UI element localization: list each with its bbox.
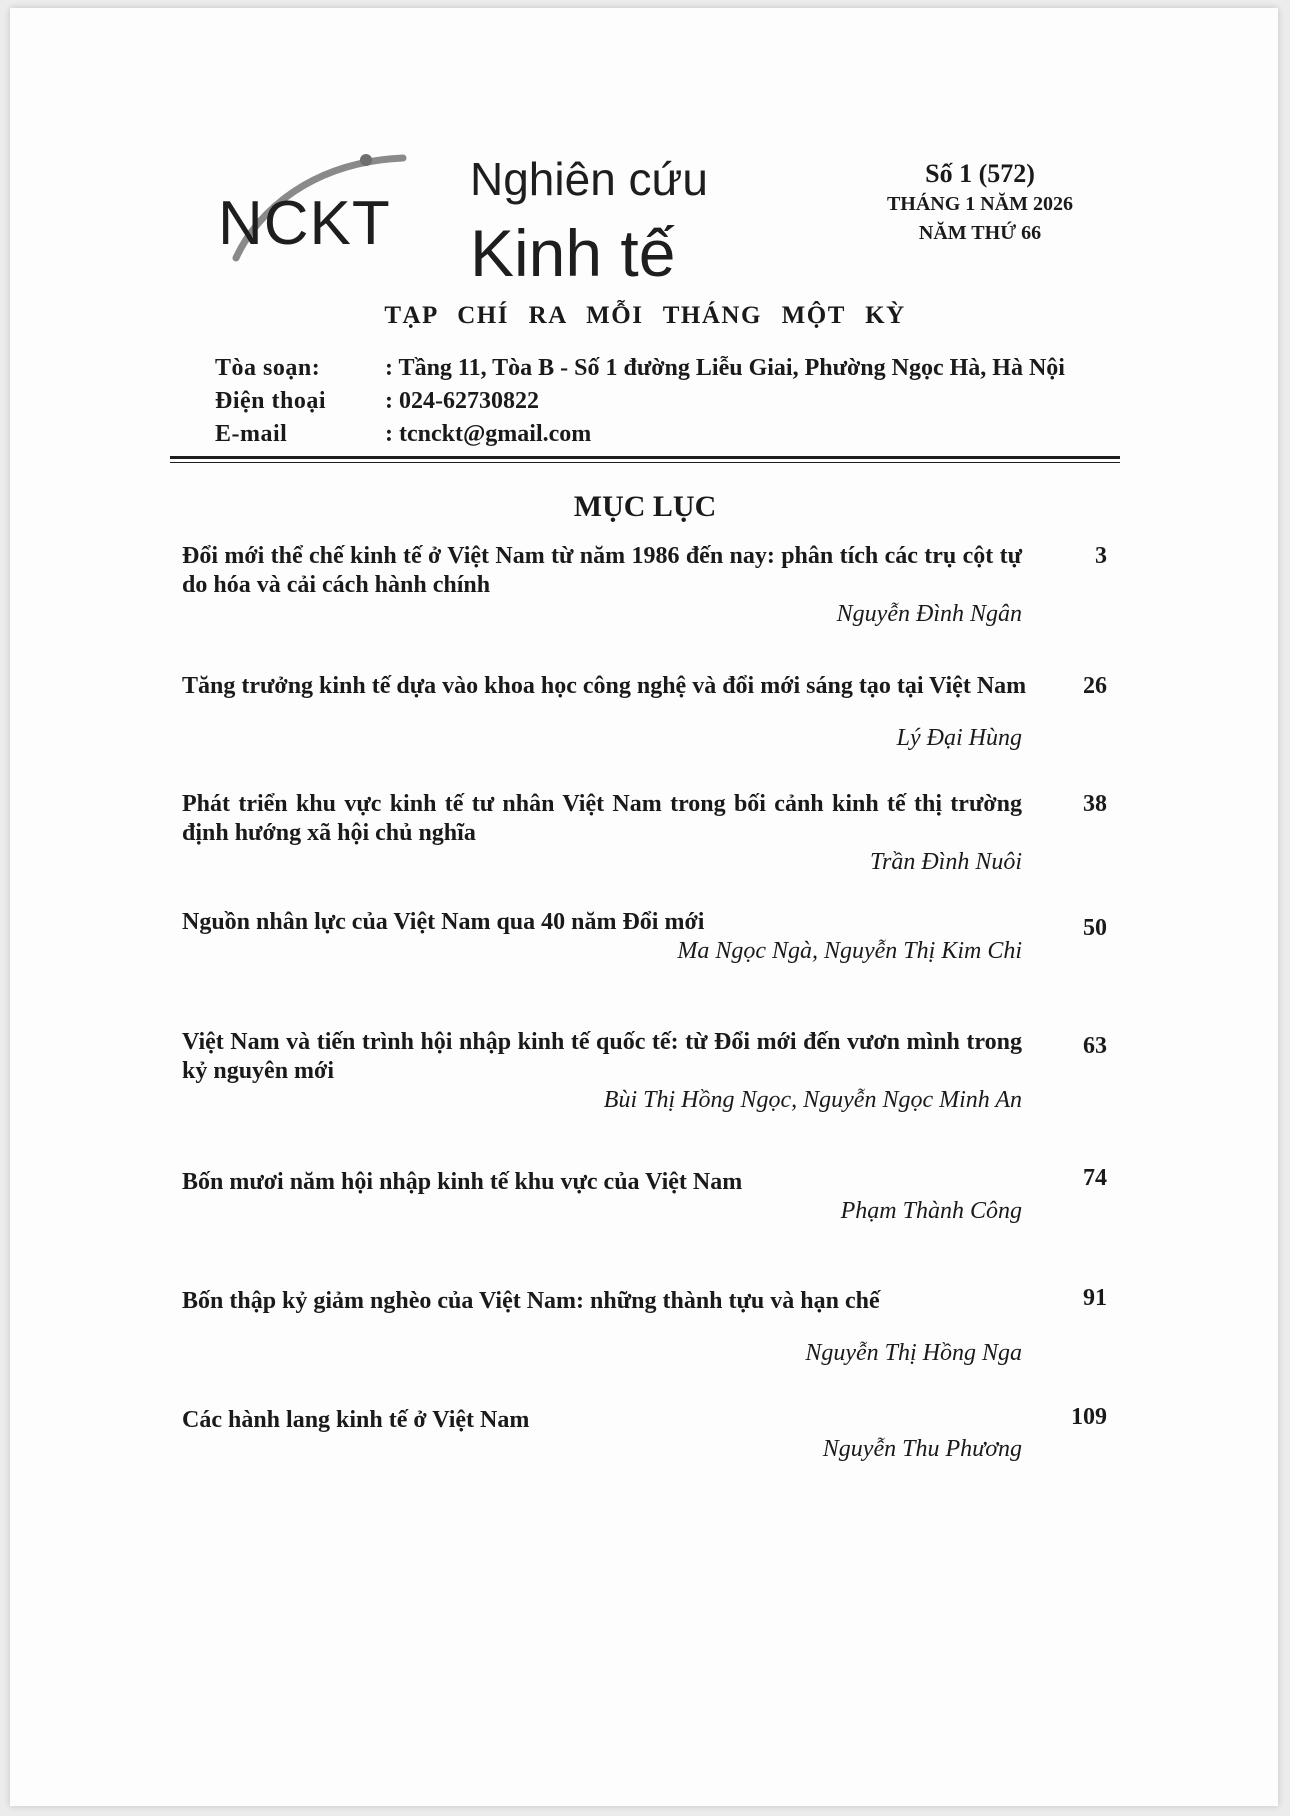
toc-entry-title: Tăng trưởng kinh tế dựa vào khoa học công nghệ và đổi mới sáng tạo tại Việt Nam [182, 673, 1027, 699]
contact-address-row [215, 352, 1065, 385]
journal-title-line1: Nghiên cứu [470, 153, 708, 205]
toc-entry-author: Nguyễn Thu Phương [822, 1436, 1022, 1462]
toc-entry-page: 3 [1095, 543, 1107, 569]
toc-title: MỤC LỤC [573, 490, 717, 523]
header-divider-thin [170, 462, 1120, 463]
issue-number: Số 1 (572) [925, 159, 1035, 188]
toc-entry-page: 38 [1083, 791, 1107, 817]
toc-entry [182, 908, 1107, 966]
toc-entry [182, 1406, 1107, 1464]
issue-year: NĂM THỨ 66 [918, 222, 1042, 244]
toc-entry-title: Bốn mươi năm hội nhập kinh tế khu vực của Việt Nam [182, 1169, 743, 1195]
contact-value: : tcnckt@gmail.com [385, 421, 592, 447]
contact-value: : 024-62730822 [385, 388, 539, 414]
toc-entry-author: Phạm Thành Công [840, 1198, 1022, 1224]
issue-info [875, 158, 1085, 248]
header-divider-thick [170, 456, 1120, 459]
toc-entry [182, 672, 1107, 753]
contact-label: Điện thoại [215, 388, 327, 414]
toc-entry-author: Nguyễn Đình Ngân [836, 601, 1022, 627]
toc-entry-title: Đổi mới thể chế kinh tế ở Việt Nam từ năm 1986 đến nay: phân tích các trụ cột tự do hóa và cải cách hành chính [182, 543, 1022, 598]
toc-entry-author: Nguyễn Thị Hồng Nga [805, 1340, 1022, 1366]
contact-phone-row [215, 385, 1065, 418]
issue-date: THÁNG 1 NĂM 2026 [886, 193, 1074, 215]
toc-entry-author: Bùi Thị Hồng Ngọc, Nguyễn Ngọc Minh An [603, 1087, 1022, 1113]
toc-entry-title: Nguồn nhân lực của Việt Nam qua 40 năm Đổi mới [182, 909, 705, 935]
toc-entry [182, 1287, 1107, 1368]
toc-entry-author: Lý Đại Hùng [896, 725, 1022, 751]
toc-entry-title: Bốn thập kỷ giảm nghèo của Việt Nam: những thành tựu và hạn chế [182, 1288, 880, 1314]
toc-entry-page: 74 [1083, 1165, 1107, 1191]
toc-entry [182, 1165, 1107, 1226]
contact-label: Tòa soạn: [215, 355, 321, 381]
toc-entry-title: Phát triển khu vực kinh tế tư nhân Việt Nam trong bối cảnh kinh tế thị trường định hướng xã hội chủ nghĩa [182, 791, 1022, 846]
logo-text: NCKT [218, 189, 391, 258]
toc-entry [182, 790, 1107, 877]
toc-entry-page: 63 [1083, 1033, 1107, 1059]
toc-entry-title: Các hành lang kinh tế ở Việt Nam [182, 1407, 530, 1433]
toc-entry-author: Ma Ngọc Ngà, Nguyễn Thị Kim Chi [677, 938, 1022, 964]
toc-entry-title: Việt Nam và tiến trình hội nhập kinh tế quốc tế: từ Đổi mới đến vươn mình trong kỷ nguyên mới [182, 1029, 1022, 1084]
publication-frequency: TẠP CHÍ RA MỖI THÁNG MỘT KỲ [384, 302, 906, 329]
toc-entry [182, 1028, 1107, 1115]
contact-block [215, 352, 1065, 451]
contact-label: E-mail [215, 421, 288, 447]
contact-value: : Tầng 11, Tòa B - Số 1 đường Liễu Giai, Phường Ngọc Hà, Hà Nội [385, 355, 1065, 381]
toc-entry-page: 109 [1071, 1404, 1107, 1430]
toc-entry [182, 542, 1107, 629]
journal-logo [218, 150, 418, 270]
toc-entry-author: Trần Đình Nuôi [869, 849, 1022, 875]
journal-title-line2: Kinh tế [470, 216, 676, 290]
contact-email-row [215, 418, 1065, 451]
toc-entry-page: 26 [1083, 673, 1107, 699]
toc-entry-page: 91 [1083, 1285, 1107, 1311]
toc-entry-page: 50 [1083, 915, 1107, 941]
